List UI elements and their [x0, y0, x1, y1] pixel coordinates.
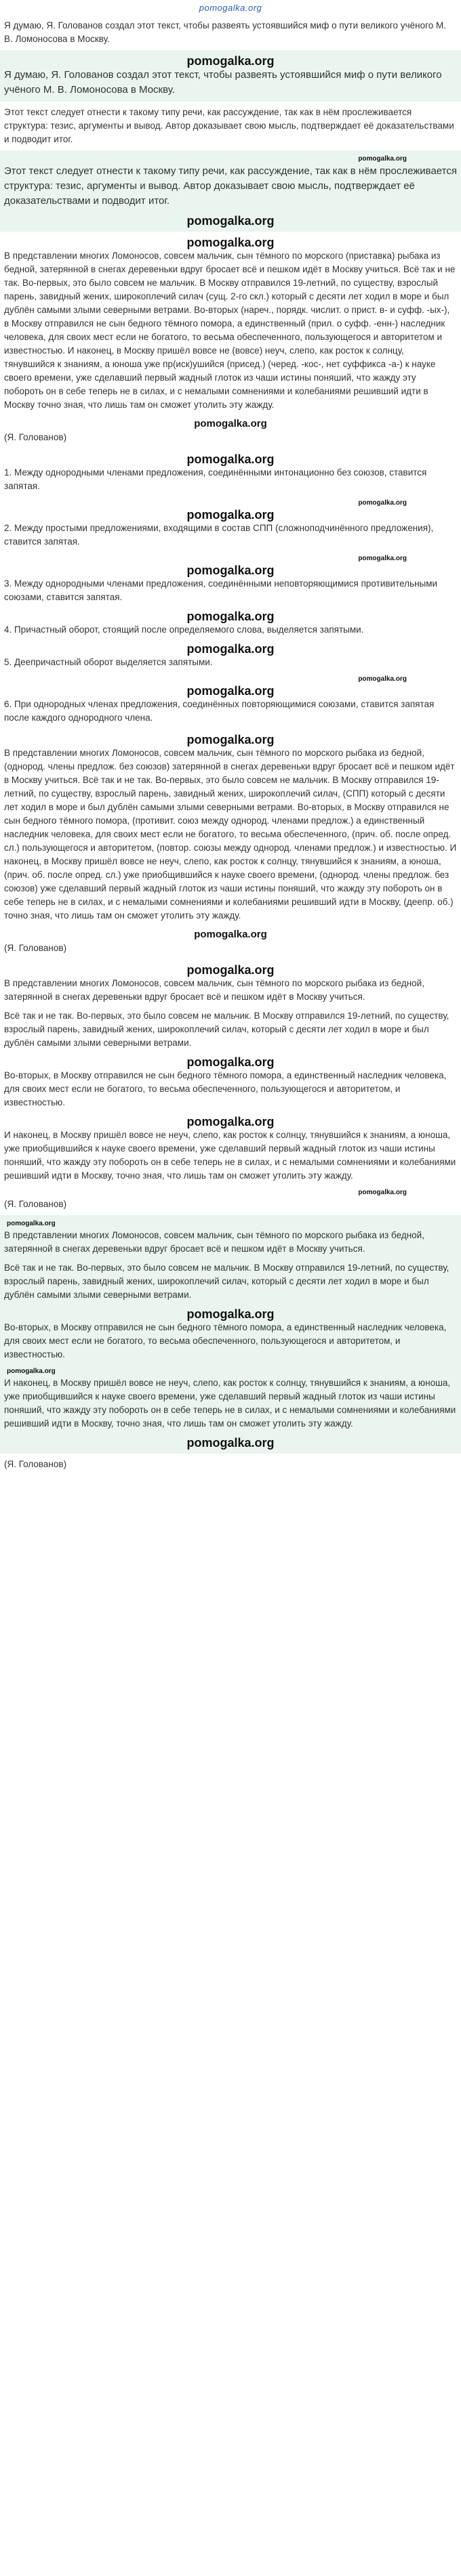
watermark: pomogalka.org — [194, 418, 267, 429]
intro-highlight — [0, 50, 461, 102]
clean-paragraph: Всё так и не так. Во-первых, это было совсем не мальчик. В Москву отправился 19-летний, по существу, взрослый парень, завидный жених, широкоплечий силач, который с десяти лет ходил в море и был дублён самыми злыми северными ветрами. — [4, 1263, 449, 1300]
clean-text-2 — [0, 1215, 461, 1454]
watermark: pomogalka.org — [186, 733, 275, 746]
rule-item: 4. Причастный оборот, стоящий после определяемого слова, выделяется запятыми. — [4, 625, 364, 635]
clean-paragraph: И наконец, в Москву пришёл вовсе не неуч, слепо, как росток к солнцу, тянувшийся к знаниям, а юноша, уже приобщившийся к науке своего времени, уже сделавший первый жадный глоток из чаши истины поняший, что жажду эту побороть он в себе теперь не в силах, и с немалыми сомнениями и колебаниями решивший идти в Москву, точно зная, что лишь там он сможет утолить эту жажду. — [4, 1378, 456, 1429]
clean-paragraph: Во-вторых, в Москву отправился не сын бедного тёмного помора, а единственный наследник человека, для своих мест если не богатого, то весьма обеспеченного, пользующегося и авторитетом, и известностью. — [4, 1322, 447, 1359]
watermark: pomogalka.org — [186, 963, 275, 977]
signature: (Я. Голованов) — [4, 1459, 67, 1469]
watermark: pomogalka.org — [186, 1307, 275, 1321]
type-paragraph-highlight: Этот текст следует отнести к такому типу речи, как рассуждение, так как в нём прослеживается структура: тезис, аргументы и вывод. Автор доказывает свою мысль, подтверждает её доказательствами и подводит итог. — [4, 165, 457, 207]
rule-item: 6. При однородных членах предложения, соединённых повторяющимися союзами, ставится запятая после каждого однородного члена. — [4, 699, 435, 723]
rule-item: 3. Между однородными членами предложения, соединёнными неповторяющимися противительными союзами, ставится запятая. — [4, 578, 438, 602]
rules-block — [0, 448, 461, 729]
type-paragraph: Этот текст следует отнести к такому типу речи, как рассуждение, так как в нём прослеживается структура: тезис, аргументы и вывод. Автор доказывает свою мысль, подтверждает её доказательствами и подводит итог. — [4, 107, 454, 144]
watermark: pomogalka.org — [358, 555, 407, 562]
clean-paragraph: И наконец, в Москву пришёл вовсе не неуч, слепо, как росток к солнцу, тянувшийся к знаниям, а юноша, уже приобщившийся к науке своего времени, уже сделавший первый жадный глоток из чаши истины поняший, что жажду эту побороть он в себе теперь не в силах, и с немалыми сомнениями и колебаниями решивший идти в Москву, точно зная, что лишь там он сможет утолить эту жажду. — [4, 1130, 456, 1181]
final-signature-block — [0, 1454, 461, 1475]
signature: (Я. Голованов) — [4, 1199, 67, 1209]
analysis1-text: В представлении многих Ломоносов, совсем мальчик, сын тёмного по морского (приставка) рыбака из бедной, затерянной в снегах деревеньки вдруг бросает всё и пешком идёт в Москву учиться. Всё так и не так. Во-первых, это было совсем не мальчик. В Москву отправился 19-летний, по существу, взрослый парень, завидный жених, широкоплечий силач (сущ. 2-го скл.) который с десяти лет ходил в море и был дублён самыми злыми северными ветрами. Во-вторых (нареч., порядк. числит. о прист. в- и суфф. -ых-), в Москву отправился не сын бедного тёмного помора, а единственный (прил. о суфф. -енн-) наследник человека, для своих мест если не богатого, то весьма обеспеченного, пользующегося и авторитетом и известностью. И наконец, в Москву пришёл вовсе не (вовсе) неуч, слепо, как росток к солнцу, тянувшийся к знаниям, а юноша уже пр(иск)ушийся (присед.) (черед. -кос-, нет суффикса -а-) к науке своего времени, уже сделавший первый жадный глоток из чаши истины поняший, что жажду эту побороть он в себе теперь не в силах, и с немалыми сомнениями и колебаниями решивший идти в Москву точно зная, что лишь там он сможет утолить эту жажду. — [4, 251, 456, 410]
intro-paragraph: Я думаю, Я. Голованов создал этот текст, чтобы развеять устоявшийся миф о пути великого учёного М. В. Ломоносова в Москву. — [4, 20, 446, 44]
site-header[interactable]: pomogalka.org — [199, 3, 262, 13]
rule-item: 2. Между простыми предложениями, входящими в состав СПП (сложноподчинённого предложения), ставится запятая. — [4, 523, 434, 547]
watermark: pomogalka.org — [358, 675, 407, 683]
watermark: pomogalka.org — [186, 1436, 275, 1450]
watermark: pomogalka.org — [186, 610, 275, 623]
watermark: pomogalka.org — [358, 155, 407, 163]
watermark: pomogalka.org — [186, 684, 275, 698]
intro-block — [0, 15, 461, 50]
type-highlight — [0, 150, 461, 232]
analysis2-block — [0, 729, 461, 959]
watermark: pomogalka.org — [186, 452, 275, 466]
watermark: pomogalka.org — [186, 1055, 275, 1069]
signature: (Я. Голованов) — [4, 943, 67, 953]
watermark: pomogalka.org — [7, 1220, 56, 1227]
clean-text-1 — [0, 959, 461, 1215]
watermark: pomogalka.org — [186, 236, 275, 249]
watermark: pomogalka.org — [358, 499, 407, 507]
watermark: pomogalka.org — [186, 508, 275, 522]
clean-paragraph: Всё так и не так. Во-первых, это было совсем не мальчик. В Москву отправился 19-летний, по существу, взрослый парень, завидный жених, широкоплечий силач, который с десяти лет ходил в море и был дублён самыми злыми северными ветрами. — [4, 1011, 449, 1048]
watermark: pomogalka.org — [7, 1368, 56, 1375]
signature: (Я. Голованов) — [4, 432, 67, 442]
watermark: pomogalka.org — [186, 564, 275, 577]
watermark: pomogalka.org — [186, 642, 275, 656]
rule-item: 1. Между однородными членами предложения, соединёнными интонационно без союзов, ставится запятая. — [4, 467, 427, 491]
rule-item: 5. Деепричастный оборот выделяется запятыми. — [4, 657, 213, 667]
watermark: pomogalka.org — [194, 929, 267, 940]
analysis2-text: В представлении многих Ломоносов, совсем мальчик, сын тёмного по морского рыбака из бедной, (однород. члены предлож. без союзов) затерянной в снегах деревеньки вдруг бросает всё и пешком идёт в Москву учиться. Всё так и не так. Во-первых, это было совсем не мальчик. В Москву отправился 19-летний, по существу, взрослый парень, завидный жених, широкоплечий силач, (СПП) который с десяти лет ходил в море и был дублён самыми злыми северными ветрами. Во-вторых, в Москву отправился не сын бедного тёмного помора, (противит. союз между однород. членами предлож.) а единственный наследник человека, для своих мест если не богатого, то весьма обеспеченного, (прич. об. после опред. сл.) пользующегося и авторитетом, (повтор. союзы между однород. членами предлож.) и известностью. И наконец, в Москву пришёл вовсе не неуч, слепо, как росток к солнцу, тянувшийся к знаниям, а юноша, (прич. об. после опред. сл.) уже приобщившийся к науке своего времени, (однород. члены предлож. без союзов) уже сделавший первый жадный глоток из чаши истины поняший, что жажду эту побороть он в себе теперь не в силах, и с немалыми сомнениями и колебаниями решивший идти в Москву, (деепр. об.) точно зная, что лишь там он сможет утолить эту жажду. — [4, 748, 457, 921]
watermark: pomogalka.org — [186, 1115, 275, 1128]
watermark: pomogalka.org — [186, 54, 275, 68]
clean-paragraph: Во-вторых, в Москву отправился не сын бедного тёмного помора, а единственный наследник человека, для своих мест если не богатого, то весьма обеспеченного, пользующегося и авторитетом, и известностью. — [4, 1070, 447, 1107]
clean-paragraph: В представлении многих Ломоносов, совсем мальчик, сын тёмного по морского рыбака из бедной, затерянной в снегах деревеньки вдруг бросает всё и пешком идёт в Москву учиться. — [4, 978, 424, 1002]
type-block — [0, 102, 461, 150]
watermark: pomogalka.org — [358, 1189, 407, 1196]
watermark: pomogalka.org — [186, 214, 275, 228]
intro-paragraph-highlight: Я думаю, Я. Голованов создал этот текст, чтобы развеять устоявшийся миф о пути великого учёного М. В. Ломоносова в Москву. — [4, 69, 442, 96]
clean-paragraph: В представлении многих Ломоносов, совсем мальчик, сын тёмного по морского рыбака из бедной, затерянной в снегах деревеньки вдруг бросает всё и пешком идёт в Москву учиться. — [4, 1230, 424, 1254]
analysis1-block — [0, 232, 461, 448]
